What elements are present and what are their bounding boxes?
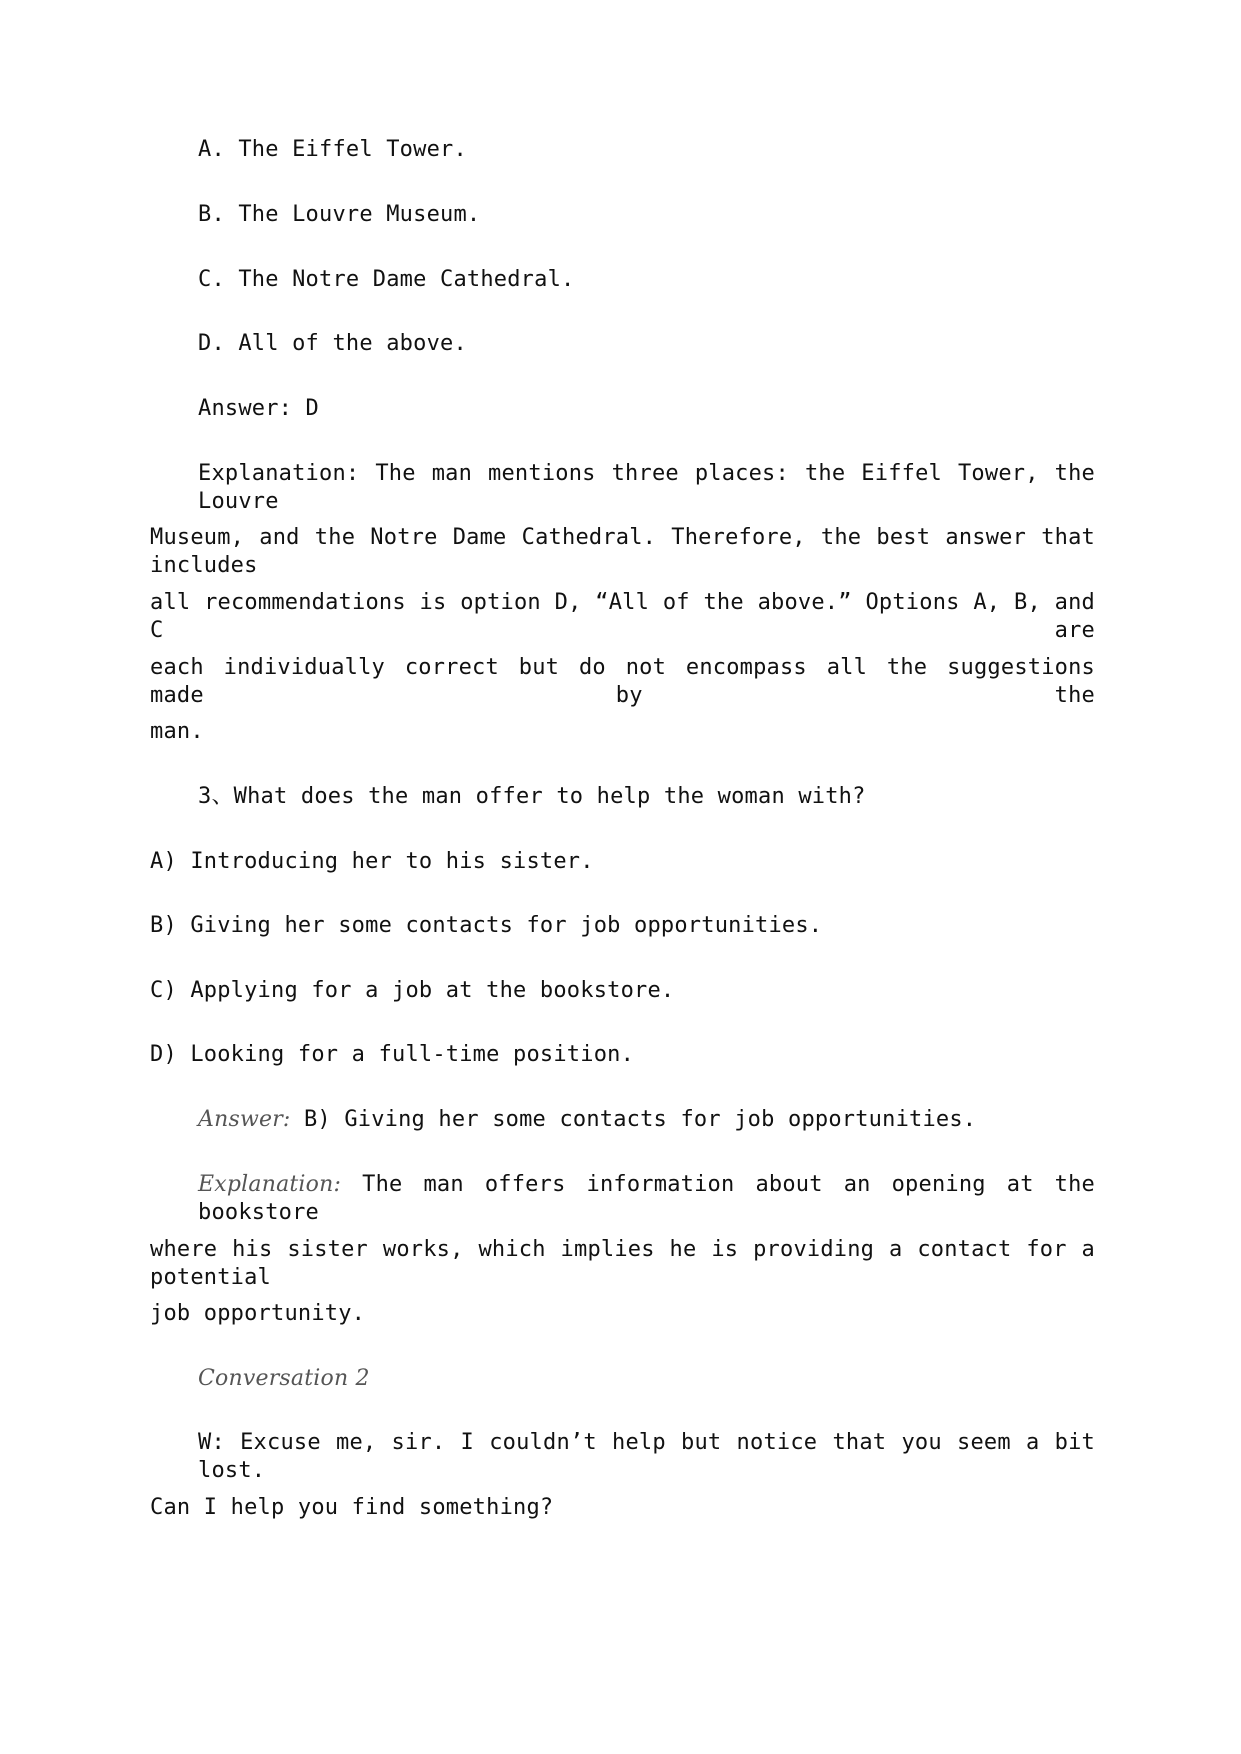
q3-explanation-line-1 <box>198 1171 1095 1227</box>
conversation-2-line-2: Can I help you find something? <box>150 1495 554 1520</box>
q2-option-c: C. The Notre Dame Cathedral. <box>198 267 575 292</box>
q3-explanation-label: Explanation: <box>198 1172 342 1197</box>
q3-option-c: C) Applying for a job at the bookstore. <box>150 978 675 1003</box>
q3-explanation-text-1: The man offers information about an opening at the bookstore <box>198 1172 1095 1225</box>
q3-option-a: A) Introducing her to his sister. <box>150 849 594 874</box>
q3-answer-text: B) Giving her some contacts for job opportunities. <box>303 1107 977 1132</box>
q2-option-b: B. The Louvre Museum. <box>198 202 481 227</box>
q3-explanation-line-3: job opportunity. <box>150 1301 366 1326</box>
q3-question: 3、What does the man offer to help the woman with? <box>198 784 866 809</box>
q2-option-d: D. All of the above. <box>198 331 467 356</box>
q2-answer: Answer: D <box>198 396 320 421</box>
conversation-2-line-1: W: Excuse me, sir. I couldn’t help but notice that you seem a bit lost. <box>198 1430 1095 1483</box>
q2-explanation-line-2: Museum, and the Notre Dame Cathedral. Therefore, the best answer that includes <box>150 525 1095 578</box>
q3-option-b: B) Giving her some contacts for job opportunities. <box>150 913 823 938</box>
q3-option-d: D) Looking for a full-time position. <box>150 1042 635 1067</box>
q2-explanation-line-4: each individually correct but do not encompass all the suggestions made by the <box>150 655 1095 708</box>
q3-answer-label: Answer: <box>198 1107 291 1132</box>
q2-explanation-line-3: all recommendations is option D, “All of the above.” Options A, B, and C are <box>150 590 1095 643</box>
conversation-2-heading: Conversation 2 <box>198 1366 370 1391</box>
q2-option-a: A. The Eiffel Tower. <box>198 137 467 162</box>
q3-answer <box>198 1106 976 1134</box>
q2-explanation-line-5: man. <box>150 719 204 744</box>
q2-explanation-line-1: Explanation: The man mentions three places: the Eiffel Tower, the Louvre <box>198 461 1095 514</box>
q3-explanation-line-2: where his sister works, which implies he is providing a contact for a potential <box>150 1237 1095 1290</box>
